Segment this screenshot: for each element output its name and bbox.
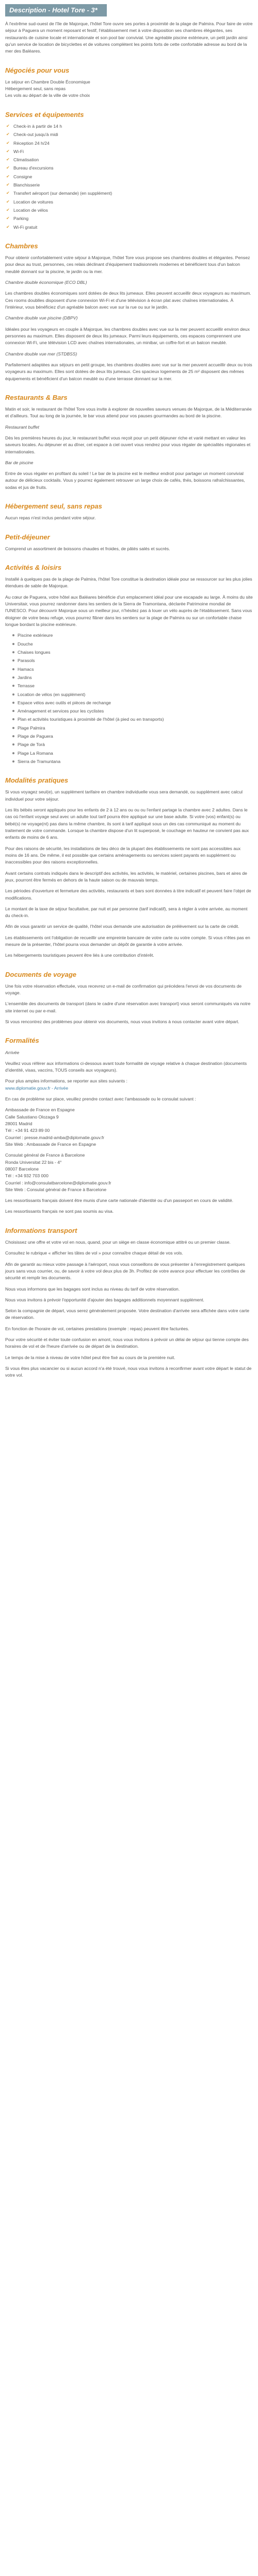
activity-item: Plage de Torà bbox=[11, 741, 253, 748]
modality-paragraph: Avant certains contrats indiqués dans le descriptif des activités, les activités, le matériel, certaines piscines, bars et aires de jeux, pourront être fermés en dehors de la haute saison ou de mauvais temps. bbox=[5, 870, 247, 883]
lodging-text: Aucun repas n'est inclus pendant votre séjour. bbox=[5, 515, 96, 521]
activity-item: Location de vélos (en supplément) bbox=[11, 691, 253, 698]
transport-list bbox=[5, 1239, 253, 1379]
modality-paragraph: Pour des raisons de sécurité, les installations de lieu déco de la plupart des établissements ne sont pas accessibles aux moins de 16 ans. De même, il est possible que certains aménagements ou services soient payants en supplément ou inaccessibles pour des raisons exceptionnelles. bbox=[5, 845, 241, 865]
activity-item: Sierra de Tramuntana bbox=[11, 758, 253, 765]
formalities-text-1: Veuillez vous référer aux informations ci-dessous avant toute formalité de voyage relative à chaque destination (documents d'identité, visas, vaccins, TOUS conseils aux voyageurs). bbox=[5, 1060, 247, 1073]
service-item: ✔ Bureau d'excursions bbox=[6, 165, 253, 172]
activity-item: Terrasse bbox=[11, 683, 253, 689]
services-list bbox=[5, 123, 253, 231]
room-title-pool: Chambre double vue piscine (DBPV) bbox=[5, 315, 78, 321]
modalities-list bbox=[5, 789, 253, 959]
service-item: ✔ Climatisation bbox=[6, 157, 253, 163]
activity-item: Plan et activités touristiques à proximité de l'hôtel (à pied ou en transports) bbox=[11, 716, 253, 723]
activity-item: Plage Palmira bbox=[11, 725, 253, 732]
modality-paragraph: Les hébergements touristiques peuvent être liés à une contribution d'intérêt. bbox=[5, 953, 154, 958]
service-item: ✔ Location de vélos bbox=[6, 207, 253, 214]
section-heading-rooms: Chambres bbox=[5, 242, 38, 250]
page-title: Description - Hotel Tore - 3* bbox=[5, 4, 107, 16]
activity-item: Douche bbox=[11, 641, 253, 648]
activity-item: Piscine extérieure bbox=[11, 632, 253, 639]
section-heading-lodging: Hébergement seul, sans repas bbox=[5, 502, 102, 511]
location-text: Le séjour en Chambre Double Économique Hébergement seul, sans repas Les vols au départ de la ville de votre choix bbox=[5, 79, 90, 98]
service-item: ✔ Check-in à partir de 14 h bbox=[6, 123, 253, 130]
modality-paragraph: Si vous voyagez seul(e), un supplément tarifaire en chambre individuelle vous sera demandé, ou supplément avec calcul individuel pour votre séjour. bbox=[5, 789, 243, 802]
section-heading-modalities: Modalités pratiques bbox=[5, 776, 69, 785]
bar-text: Entre de vous régaler en profitant du soleil ! Le bar de la piscine est le meilleur endroit pour partager un moment convivial autour de délicieux cocktails. Vous y pourrez également retrouver un large choix de cafés, thés, boissons rafraîchissantes, sodas et jus de fruits. bbox=[5, 471, 245, 490]
formalities-text-2-label: Pour plus amples informations, se reporter aux sites suivants : bbox=[5, 1078, 127, 1084]
activity-item: Plage La Romana bbox=[11, 750, 253, 757]
modality-paragraph: Les périodes d'ouverture et fermeture des activités, restaurants et bars sont données à titre indicatif et peuvent faire l'objet de modifications. bbox=[5, 888, 251, 901]
section-heading-documents: Documents de voyage bbox=[5, 970, 76, 978]
activity-item: Plage de Paguera bbox=[11, 733, 253, 740]
service-item: ✔ Location de voitures bbox=[6, 199, 253, 206]
modality-paragraph: Afin de vous garantir un service de qualité, l'hôtel vous demande une autorisation de prélèvement sur la carte de crédit. bbox=[5, 924, 239, 929]
section-heading-formalities: Formalités bbox=[5, 1037, 39, 1045]
transport-paragraph: Nous vous invitons à prévoir l'opportunité d'ajouter des bagages additionnels moyennant supplément. bbox=[5, 1297, 204, 1302]
service-item: ✔ Transfert aéroport (sur demande) (en supplément) bbox=[6, 190, 253, 197]
transport-paragraph: Choisissez une offre et votre vol en nous, quand, pour un siège en classe économique attitré ou un premier classe. bbox=[5, 1239, 231, 1245]
formalities-text-4: Les ressortissants français doivent être munis d'une carte nationale d'identité ou d'un passeport en cours de validité. bbox=[5, 1198, 234, 1204]
rooms-intro: Pour obtenir confortablement votre séjour à Majorque, l'hôtel Tore vous propose ses chambres doubles et élégantes. Pensez pour deux au trust, personnes, ces relais déclinant d'équipement tradisionnels modernes et bénéficient tous d'un balcon meublé donnant sur la piscine, le jardin ou la mer. bbox=[5, 255, 250, 274]
transport-paragraph: Consultez le rubrique « afficher les tâtes de vol » pour connaître chaque détail de vos vols. bbox=[5, 1250, 183, 1256]
service-item: ✔ Parking bbox=[6, 215, 253, 222]
activity-item: Chaises longues bbox=[11, 649, 253, 656]
restaurants-intro: Matin et soir, le restaurant de l'hôtel Tore vous invite à explorer de nouvelles saveurs venues de Majorque, de la Méditerranée et d'ailleurs. Tout au long de la journée, le bar vous attend pour vos pauses gourmandes au bord de la piscine. bbox=[5, 406, 252, 419]
transport-paragraph: Afin de garantir au mieux votre passage à l'aéroport, nous vous conseillons de vous présenter à l'enregistrement quelques jours sans vous courrier, ou, de savoir à votre vol deux plus de 3h. Profitez de votre avance pour effectuer les contrôles de sécurité et remplir les documents. bbox=[5, 1261, 246, 1281]
room-text-eco: Les chambres doubles économiques sont dotées de deux lits jumeaux. Elles peuvent accueillir deux voyageurs au maximum. Ces rooms doublles disposent d'une connexion Wi-Fi et d'une télévision à écran plat avec chaînes internationales. À l'intérieur, vous bénéficiez d'un agréable balcon avec vue sur la rue ou sur le jardin. bbox=[5, 291, 251, 310]
activities-list bbox=[5, 632, 253, 765]
documents-text-2: L'ensemble des documents de transport (dans le cadre d'une réservation avec transport) vous seront communiqués via notre site internet ou par e-mail. bbox=[5, 1001, 251, 1013]
room-text-pool: Idéales pour les voyageurs en couple à Majorque, les chambres doubles avec vue sur la mer peuvent accueillir environ deux personnes au maximum. Elles disposent de deux lits jumeaux. Parmi leurs équipements, ces espaces comprennent une connexion Wi-Fi, une télévision LCD avec chaînes internationales, un minibar, un coffre-fort et un balcon meublé. bbox=[5, 326, 250, 346]
section-heading-restaurants: Restaurants & Bars bbox=[5, 393, 68, 401]
activity-item: Aménagement et services pour les cyclistes bbox=[11, 708, 253, 715]
formalities-text-3: En cas de problème sur place, veuillez prendre contact avec l'ambassade ou le consulat suivant : bbox=[5, 1096, 196, 1102]
modality-paragraph: Les lits bébés seront appliqués pour les enfants de 2 à 12 ans ou ou ou l'enfant partage la chambre avec 2 adultes. Dans le cas où l'enfant voyage seul avec un adulte tout tarif pourra être appliqué sur une base adulte. Si votre (vos) enfant(s) ou bébé(s) ne voyage(nt) pas dans la même chambre, ils sont à tarif appliqué sous un des cas communiqué au moment du traitement de votre commande. Lorsque la chambre dispose d'un lit superposé, le couchage en hauteur ne convient pas aux enfants de moins de 6 ans. bbox=[5, 807, 249, 840]
formalities-arrival-label: Arrivée bbox=[5, 1049, 20, 1055]
room-title-eco: Chambre double économique (ECO DBL) bbox=[5, 280, 87, 285]
transport-paragraph: En fonction de l'horaire de vol, certaines prestations (exemple : repas) peuvent être facturées. bbox=[5, 1326, 189, 1331]
modality-paragraph: Le montant de la taxe de séjour facultative, par nuit et par personne (tarif indicatif), sera à régler à votre arrivée, au moment du check-in. bbox=[5, 906, 248, 919]
activity-item: Espace vélos avec outils et pièces de rechange bbox=[11, 700, 253, 706]
service-item: ✔ Réception 24 h/24 bbox=[6, 140, 253, 147]
breakfast-text: Comprend un assortiment de boissons chaudes et froides, de pâtés salés et sucrés. bbox=[5, 546, 170, 551]
diplomatie-link[interactable]: www.diplomatie.gouv.fr - Arrivée bbox=[5, 1085, 69, 1091]
activities-text-1: Installé à quelques pas de la plage de Palmira, l'hôtel Tore constitue la destination idéale pour se ressourcer sur les plus jolies étendues de sable de Majorque. bbox=[5, 577, 252, 589]
intro-paragraph: À l'extrême sud-ouest de l'île de Majorque, l'hôtel Tore ouvre ses portes à proximité de la plage de Palmira. Pour faire de votre séjour à Paguera un moment reposant et festif, l'établissement met à votre disposition ses chambres élégantes, ses restaurants de cuisine locale et internationale et son pool bar convivial. Une agréable piscine extérieure, un petit jardin ainsi qu'un service de location de bicyclettes et de voitures complètent les points forts de cette confortable adresse au bord de la mer des Baléares. bbox=[5, 21, 253, 54]
formalities-text-5: Les ressortissants français ne sont pas soumis au visa. bbox=[5, 1209, 114, 1214]
activities-text-2: Au cœur de Paguera, votre hôtel aux Baléares bénéficie d'un emplacement idéal pour une escapade au large. À moins du site Universitair, vous pourrez randonner dans les sentiers de la Sierra de Tramontana, déclarée Patrimoine mondial de l'UNESCO. Pour découvrir Majorque sous un meilleur jour, n'hésitez pas à louer un vélo auprès de l'établissement. Sans vous éloigner de votre beau refuge, vous pourrez flâner dans les sentiers sur la plage de Palmira ou sur un confortable chaise longue bordant la piscine extérieure. bbox=[5, 594, 253, 627]
service-item: ✔ Check-out jusqu'à midi bbox=[6, 131, 253, 138]
formalities-text-2 bbox=[5, 1078, 253, 1092]
section-heading-transport: Informations transport bbox=[5, 1226, 77, 1234]
activity-item: Parasols bbox=[11, 657, 253, 664]
room-text-sea: Parfaitement adaptées aux séjours en petit groupe, les chambres doubles avec vue sur la mer peuvent accueillir deux ou trois voyageurs au maximum. Elles sont dotées de deux lits jumeaux. Ces spacieux logements de 25 m² disposent des mêmes équipements et bénéficient d'un balcon meublé ou d'une terrasse donnant sur la mer. bbox=[5, 362, 252, 381]
activity-item: Hamacs bbox=[11, 666, 253, 673]
transport-paragraph: Le temps de la mise à niveau de votre hôtel peut être fixé au cours de la première nuit. bbox=[5, 1354, 175, 1360]
section-heading-services: Services et équipements bbox=[5, 110, 84, 118]
transport-paragraph: Selon la compagnie de départ, vous serez généralement proposée. Votre destination d'arrivée sera affichée dans votre carte de réservation. bbox=[5, 1308, 249, 1320]
modality-paragraph: Les établissements ont l'obligation de recueillir une empreinte bancaire de votre carte ou votre compte. Si vous n'êtes pas en mesure de la présenter, l'hôtel pourra vous demander un dépôt de garantie à votre arrivée. bbox=[5, 935, 250, 947]
restaurant-title: Restaurant buffet bbox=[5, 424, 39, 430]
section-heading-activities: Activités & loisirs bbox=[5, 563, 62, 571]
documents-text-1: Une fois votre réservation effectuée, vous recevrez un e-mail de confirmation qui précédera l'envoi de vos documents de voyage. bbox=[5, 983, 242, 996]
service-item: ✔ Blanchisserie bbox=[6, 182, 253, 189]
service-item: ✔ Consigne bbox=[6, 174, 253, 180]
service-item: ✔ Wi-Fi bbox=[6, 148, 253, 155]
embassy-block: Ambassade de France en Espagne Calle Salustiano Olozaga 9 28001 Madrid Tél : +34 91 423 89 00 Courriel : presse.madrid-amba@diplomatie.gouv.fr Site Web : Ambassade de France en Espagne bbox=[5, 1107, 104, 1147]
room-title-sea: Chambre double vue mer (STDBSS) bbox=[5, 351, 77, 357]
section-heading-location: Négociés pour vous bbox=[5, 66, 70, 74]
transport-paragraph: Pour votre sécurité et éviter toute confusion en amont, nous vous invitons à prévoir un délai de séjour qui tienne compte des horaires de vol et de l'heure d'arrivée ou de départ de la destination. bbox=[5, 1337, 249, 1349]
bar-title: Bar de piscine bbox=[5, 460, 34, 465]
consulate-block: Consulat général de France à Barcelone Ronda Universitat 22 bis - 4° 08007 Barcelone Tél : +34 932 703 000 Courriel : info@consulatbarcelone@diplomatie.gouv.fr Site Web : Consulat général de France à Barcelone bbox=[5, 1153, 111, 1192]
restaurant-text: Dès les premières heures du jour, le restaurant buffet vous reçoit pour un petit déjeuner riche et varié mettant en valeur les saveurs locales. Au déjeuner et au dîner, cet espace à ciel ouvert vous rendrez pour vous régaler de spécialités régionales et internationales. bbox=[5, 435, 251, 454]
section-heading-breakfast: Petit-déjeuner bbox=[5, 533, 50, 541]
activity-item: Jardins bbox=[11, 674, 253, 681]
documents-text-3: Si vous rencontrez des problèmes pour obtenir vos documents, nous vous invitons à nous contacter avant votre départ. bbox=[5, 1019, 239, 1025]
service-item: ✔ Wi-Fi gratuit bbox=[6, 224, 253, 231]
transport-paragraph: Si vous êtes plus vacancier ou si aucun accord n'a été trouvé, nous vous invitons à reconfirmer avant votre départ le statut de votre vol. bbox=[5, 1366, 252, 1378]
transport-paragraph: Nous vous informons que les bagages sont inclus au niveau du tarif de votre réservation. bbox=[5, 1286, 180, 1292]
